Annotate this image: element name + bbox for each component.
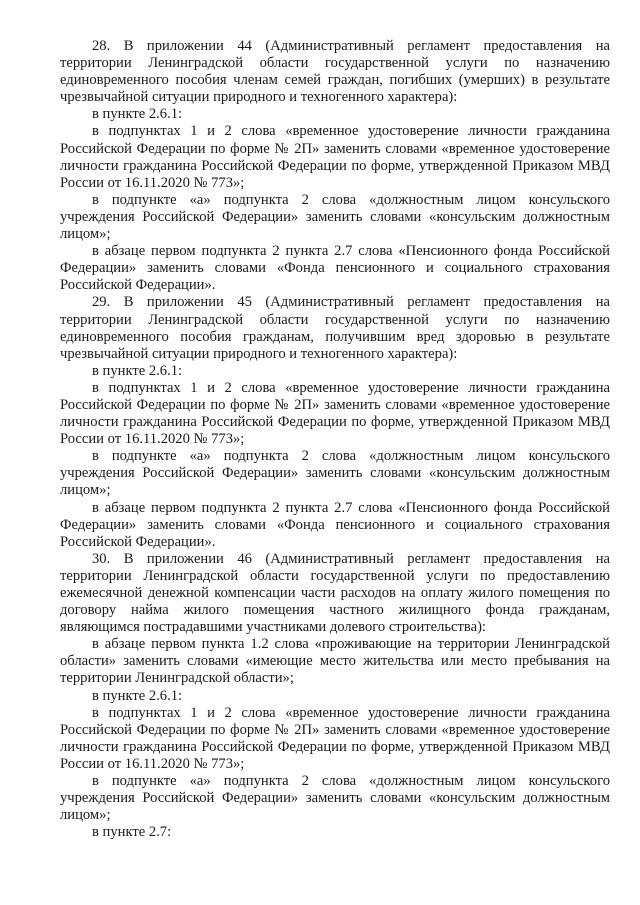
paragraph-amendment: в подпункте «а» подпункта 2 слова «должностным лицом консульского учреждения Российской Федерации» заменить словами «консульским должностным лицом»; [60,773,610,824]
paragraph-subclause-heading: в пункте 2.6.1: [92,106,183,123]
paragraph-amendment: в абзаце первом подпункта 2 пункта 2.7 слова «Пенсионного фонда Российской Федерации» заменить словами «Фонда пенсионного и социального страхования Российской Федерации». [60,499,610,550]
paragraph-amendment: в подпунктах 1 и 2 слова «временное удостоверение личности гражданина Российской Федерации по форме № 2П» заменить словами «временное удостоверение личности гражданина Российской Федерации по форме, утвержденной Приказом МВД России от 16.11.2020 № 773»; [60,379,610,448]
paragraph-amendment: в подпунктах 1 и 2 слова «временное удостоверение личности гражданина Российской Федерации по форме № 2П» заменить словами «временное удостоверение личности гражданина Российской Федерации по форме, утвержденной Приказом МВД России от 16.11.2020 № 773»; [60,704,610,772]
paragraph-amendment: в абзаце первом подпункта 2 пункта 2.7 слова «Пенсионного фонда Российской Федерации» заменить словами «Фонда пенсионного и социального страхования Российской Федерации». [60,243,610,294]
document-body [60,38,610,841]
paragraph-item-30-intro: 30. В приложении 46 (Административный регламент предоставления на территории Ленинградской области государственной услуги по предоставлению ежемесячной денежной компенсации части расходов на оплату жилого помещения по договору найма жилого помещения частного жилищного фонда гражданам, являющимся пострадавшими участниками долевого строительства): [60,550,610,636]
paragraph-item-28-intro: 28. В приложении 44 (Административный регламент предоставления на территории Ленинградской области государственной услуги по назначению единовременного пособия членам семей граждан, погибших (умерших) в результате чрезвычайной ситуации природного и техногенного характера): [60,38,610,106]
paragraph-amendment: в подпункте «а» подпункта 2 слова «должностным лицом консульского учреждения Российской Федерации» заменить словами «консульским должностным лицом»; [60,191,610,243]
paragraph-subclause-heading: в пункте 2.6.1: [92,687,183,704]
paragraph-item-29-intro: 29. В приложении 45 (Административный регламент предоставления на территории Ленинградской области государственной услуги по назначению единовременного пособия гражданам, получившим вред здоровью в результате чрезвычайной ситуации природного и техногенного характера): [60,294,610,362]
paragraph-amendment: в подпункте «а» подпункта 2 слова «должностным лицом консульского учреждения Российской Федерации» заменить словами «консульским должностным лицом»; [60,448,610,499]
paragraph-subclause-heading: в пункте 2.7: [92,824,172,841]
paragraph-amendment: в абзаце первом пункта 1.2 слова «проживающие на территории Ленинградской области» заменить словами «имеющие место жительства или место пребывания на территории Ленинградской области»; [60,636,610,687]
paragraph-amendment: в подпунктах 1 и 2 слова «временное удостоверение личности гражданина Российской Федерации по форме № 2П» заменить словами «временное удостоверение личности гражданина Российской Федерации по форме, утвержденной Приказом МВД России от 16.11.2020 № 773»; [60,123,610,191]
paragraph-subclause-heading: в пункте 2.6.1: [92,362,183,379]
